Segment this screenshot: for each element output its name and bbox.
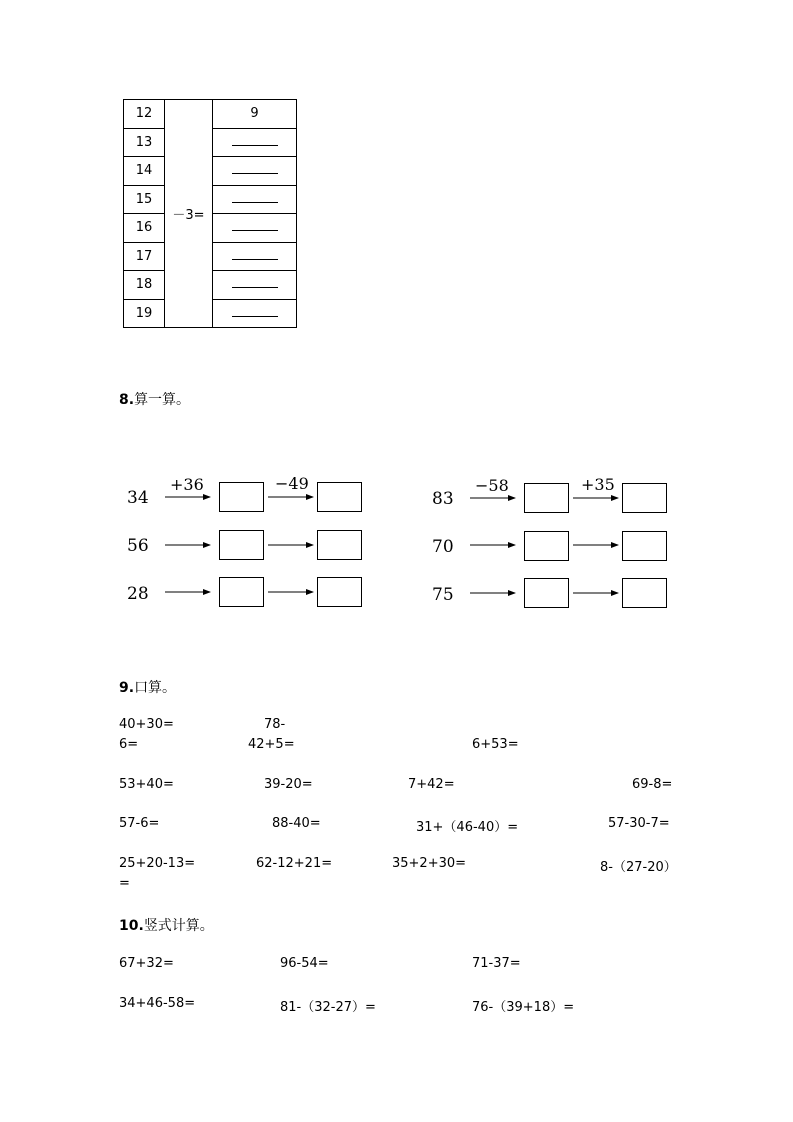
section-9-heading xyxy=(119,677,176,697)
section-title: 竖式计算。 xyxy=(143,918,214,934)
exercise: 96-54= xyxy=(280,956,329,971)
table-operator-cell: －3= xyxy=(165,100,213,328)
section-10-heading xyxy=(119,915,214,935)
answer-box[interactable] xyxy=(622,483,667,513)
start-number: 70 xyxy=(432,537,454,557)
exercise: 67+32= xyxy=(119,956,174,971)
start-number: 34 xyxy=(127,488,149,508)
exercise: 81-（32-27）= xyxy=(280,1000,376,1015)
start-number: 83 xyxy=(432,489,454,509)
answer-box[interactable] xyxy=(524,483,569,513)
start-number: 28 xyxy=(127,584,149,604)
exercise: 34+46-58= xyxy=(119,996,196,1011)
table-number-cell: 14 xyxy=(124,157,165,186)
operation-label: +36 xyxy=(170,475,204,494)
table-number-cell: 17 xyxy=(124,242,165,271)
table-number-cell: 12 xyxy=(124,100,165,129)
exercise: 39-20= xyxy=(264,777,313,792)
start-number: 75 xyxy=(432,585,454,605)
answer-box[interactable] xyxy=(524,578,569,608)
section-number: 8. xyxy=(119,392,135,408)
exercise: 6+53= xyxy=(472,737,519,752)
answer-box[interactable] xyxy=(622,531,667,561)
answer-box[interactable] xyxy=(622,578,667,608)
table-result-cell: 9 xyxy=(213,100,297,129)
table-number-cell: 19 xyxy=(124,299,165,328)
exercise: 42+5= xyxy=(248,737,295,752)
table-number-cell: 13 xyxy=(124,128,165,157)
exercise: 8-（27-20） xyxy=(600,860,677,875)
section-title: 算一算。 xyxy=(134,392,191,408)
exercise: 71-37= xyxy=(472,956,521,971)
section-title: 口算。 xyxy=(134,680,177,696)
table-number-cell: 18 xyxy=(124,271,165,300)
exercise: 69-8= xyxy=(632,777,673,792)
exercise: 57-30-7= xyxy=(608,816,670,831)
section-number: 9. xyxy=(119,680,135,696)
exercise: 53+40= xyxy=(119,777,174,792)
exercise: = xyxy=(119,876,130,891)
answer-box[interactable] xyxy=(524,531,569,561)
table-number-cell: 16 xyxy=(124,214,165,243)
section-number: 10. xyxy=(119,918,144,934)
exercise: 40+30= xyxy=(119,717,174,732)
exercise: 78- xyxy=(264,717,286,732)
table-number-cell: 15 xyxy=(124,185,165,214)
exercise: 35+2+30= xyxy=(392,856,467,871)
exercise: 31+（46-40）= xyxy=(416,820,519,835)
exercise: 25+20-13= xyxy=(119,856,196,871)
operation-label: +35 xyxy=(581,475,615,494)
exercise: 62-12+21= xyxy=(256,856,333,871)
exercise: 88-40= xyxy=(272,816,321,831)
start-number: 56 xyxy=(127,536,149,556)
operation-label: −58 xyxy=(475,476,509,495)
exercise: 57-6= xyxy=(119,816,160,831)
exercise: 6= xyxy=(119,737,139,752)
exercise: 7+42= xyxy=(408,777,455,792)
operation-label: −49 xyxy=(275,474,309,493)
exercise: 76-（39+18）= xyxy=(472,1000,575,1015)
